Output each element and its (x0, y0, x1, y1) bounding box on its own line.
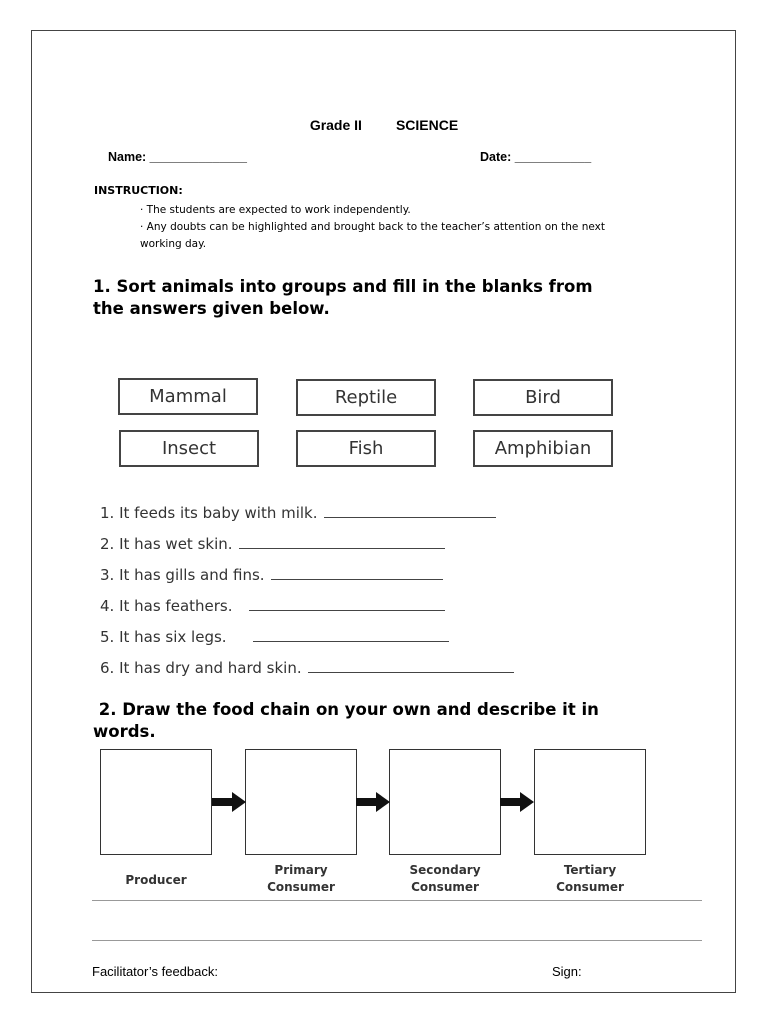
food-chain-box-secondary-consumer[interactable] (389, 749, 501, 855)
description-line-1[interactable] (92, 900, 702, 901)
stage-label-producer-line-1: Producer (125, 873, 187, 887)
statement-5 (100, 628, 449, 646)
name-field: Name: ______________ (108, 150, 248, 164)
statement-2 (100, 535, 445, 553)
statement-1-text: 1. It feeds its baby with milk. (100, 504, 318, 522)
statement-2-text: 2. It has wet skin. (100, 535, 233, 553)
right-arrow-icon (356, 792, 390, 812)
stage-label-tertiary-line-1: Tertiary (563, 863, 617, 877)
question-1-heading-line-2: the answers given below. (93, 299, 330, 318)
group-box-amphibian: Amphibian (473, 430, 613, 467)
group-box-reptile: Reptile (296, 379, 436, 416)
answer-blank-6[interactable] (308, 659, 514, 673)
worksheet-title (0, 117, 768, 133)
answer-blank-5[interactable] (253, 628, 449, 642)
group-box-fish: Fish (296, 430, 436, 467)
food-chain-box-tertiary-consumer[interactable] (534, 749, 646, 855)
grade-label: Grade II (309, 117, 362, 133)
statement-5-text: 5. It has six legs. (100, 628, 227, 646)
subject-label: SCIENCE (395, 117, 459, 133)
description-line-2[interactable] (92, 940, 702, 941)
stage-label-primary-line-2: Consumer (267, 880, 335, 894)
question-2-heading (93, 699, 599, 743)
group-box-insect: Insect (119, 430, 259, 467)
right-arrow-icon (212, 792, 246, 812)
statement-6 (100, 659, 514, 677)
group-box-bird: Bird (473, 379, 613, 416)
food-chain-box-primary-consumer[interactable] (245, 749, 357, 855)
facilitator-feedback-label: Facilitator’s feedback: (92, 964, 218, 979)
group-box-mammal: Mammal (118, 378, 258, 415)
date-field: Date: ___________ (480, 150, 592, 164)
answer-blank-1[interactable] (324, 504, 496, 518)
question-1-heading-line-1: 1. Sort animals into groups and fill in the blanks from (93, 277, 593, 296)
stage-label-tertiary-line-2: Consumer (556, 880, 624, 894)
answer-blank-3[interactable] (271, 566, 443, 580)
instruction-item-2 (140, 219, 630, 253)
stage-label-secondary-line-2: Consumer (411, 880, 479, 894)
statement-3 (100, 566, 443, 584)
stage-label-primary-line-1: Primary (274, 863, 328, 877)
sign-label: Sign: (552, 964, 582, 979)
stage-label-secondary-line-1: Secondary (409, 863, 481, 877)
answer-blank-2[interactable] (239, 535, 445, 549)
instruction-item-2-text: · Any doubts can be highlighted and brought back to the teacher’s attention on the next working day. (140, 221, 605, 250)
question-2-heading-line-2: words. (93, 722, 156, 741)
stage-label-primary-consumer (241, 862, 361, 896)
statement-4-text: 4. It has feathers. (100, 597, 233, 615)
statement-1 (100, 504, 496, 522)
question-1-heading (93, 276, 593, 320)
stage-label-producer (96, 872, 216, 889)
statement-3-text: 3. It has gills and fins. (100, 566, 265, 584)
statement-4 (100, 597, 445, 615)
answer-blank-4[interactable] (249, 597, 445, 611)
food-chain-box-producer[interactable] (100, 749, 212, 855)
instruction-heading: INSTRUCTION: (94, 184, 183, 197)
instruction-item-1: · The students are expected to work independently. (140, 204, 411, 216)
stage-label-secondary-consumer (385, 862, 505, 896)
question-2-heading-line-1: 2. Draw the food chain on your own and describe it in (93, 700, 599, 719)
statement-6-text: 6. It has dry and hard skin. (100, 659, 302, 677)
right-arrow-icon (500, 792, 534, 812)
stage-label-tertiary-consumer (530, 862, 650, 896)
